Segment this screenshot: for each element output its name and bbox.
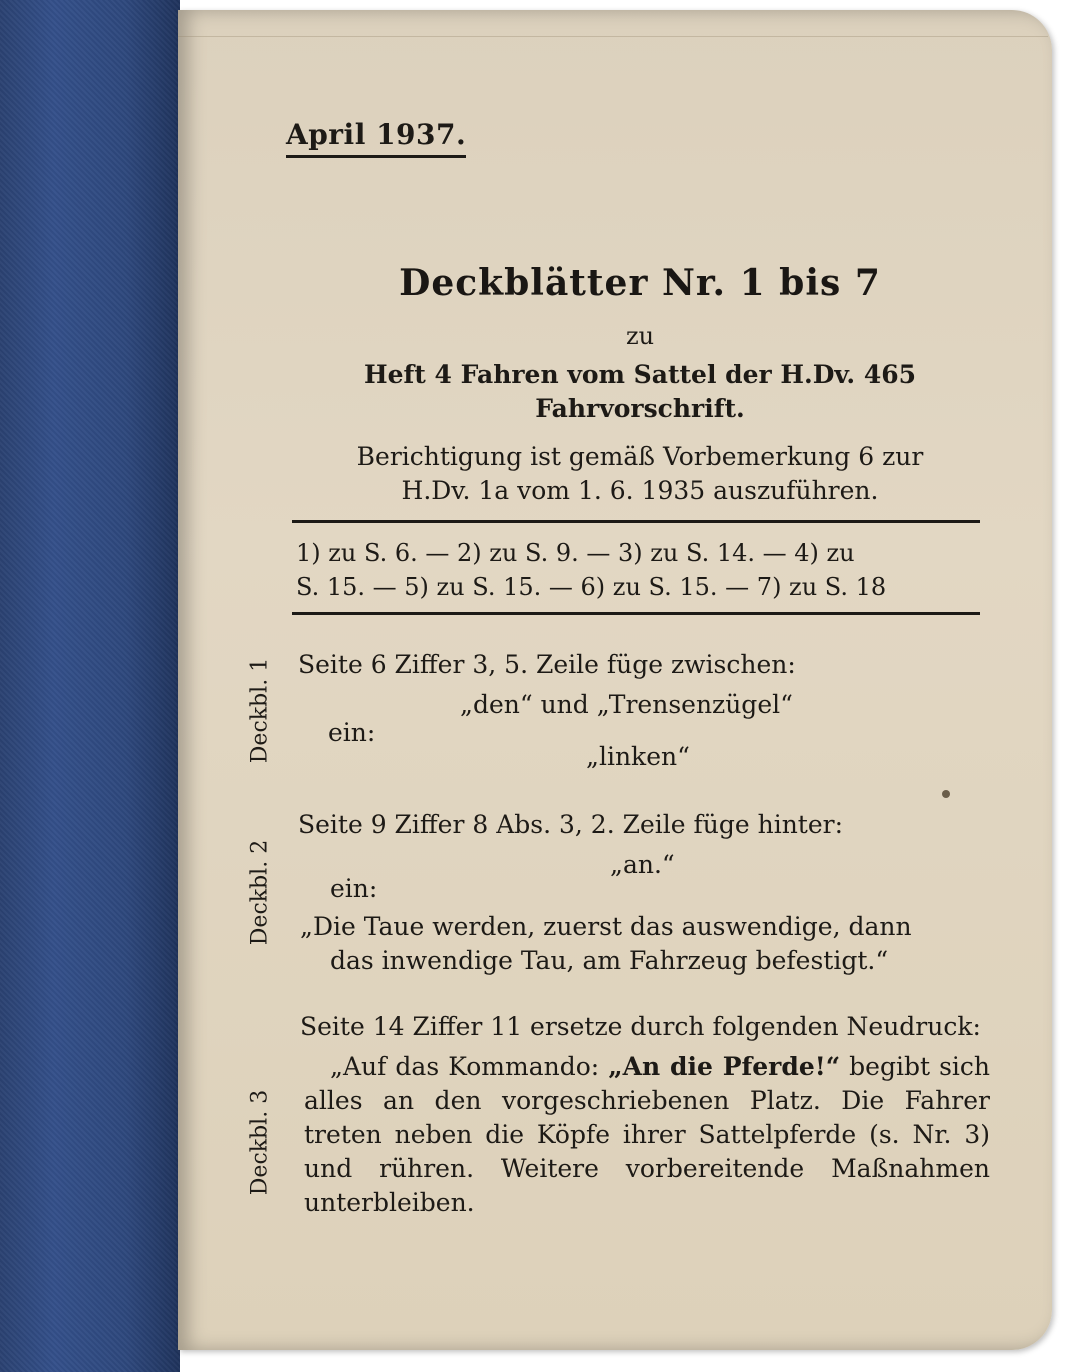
deckblatt-3-text-suffix: begibt sich alles an den vorgeschriebenen Platz. Die Fahrer treten neben die Köpfe ihrer Sattelpferde (s. Nr. 3) und rühren. Weitere vorbereitende Maßnahmen unterbleiben. xyxy=(304,1052,991,1217)
deckblatt-3-replacement-text xyxy=(304,1050,990,1220)
document-title: Deckblätter Nr. 1 bis 7 xyxy=(399,262,881,304)
title-zu: zu xyxy=(625,322,655,350)
note-line-1: Berichtigung ist gemäß Vorbemerkung 6 zur xyxy=(356,442,924,471)
deckblatt-2-label: Deckbl. 2 xyxy=(247,839,273,946)
references-line-2: S. 15. — 5) zu S. 15. — 6) zu S. 15. — 7) zu S. 18 xyxy=(296,573,887,601)
deckblatt-3-instruction: Seite 14 Ziffer 11 ersetze durch folgenden Neudruck: xyxy=(300,1012,981,1041)
correction-note xyxy=(290,440,990,508)
deckblatt-2-insert-line-1: „Die Taue werden, zuerst das auswendige, dann xyxy=(300,912,912,941)
deckblatt-1-label: Deckbl. 1 xyxy=(247,657,273,764)
page-references xyxy=(296,536,986,604)
deckblatt-2-after: „an.“ xyxy=(610,850,675,879)
deckblatt-2-ein: ein: xyxy=(330,874,378,903)
issue-date: April 1937. xyxy=(286,118,466,158)
subtitle-line-2: Fahrvorschrift. xyxy=(535,394,745,423)
deckblatt-1-insert: „linken“ xyxy=(586,742,690,771)
deckblatt-3-label: Deckbl. 3 xyxy=(247,1089,273,1196)
note-line-2: H.Dv. 1a vom 1. 6. 1935 auszuführen. xyxy=(401,476,879,505)
deckblatt-2-instruction: Seite 9 Ziffer 8 Abs. 3, 2. Zeile füge hinter: xyxy=(298,810,844,839)
book-spine xyxy=(0,0,180,1372)
deckblatt-1-instruction: Seite 6 Ziffer 3, 5. Zeile füge zwischen: xyxy=(298,650,796,679)
deckblatt-3-command: „An die Pferde!“ xyxy=(608,1052,841,1081)
deckblatt-1-ein: ein: xyxy=(328,718,376,747)
divider-bottom xyxy=(292,612,980,615)
subtitle-line-1: Heft 4 Fahren vom Sattel der H.Dv. 465 xyxy=(363,360,917,389)
divider-top xyxy=(292,520,980,523)
references-line-1: 1) zu S. 6. — 2) zu S. 9. — 3) zu S. 14. — 4) zu xyxy=(296,539,855,567)
deckblatt-3-text-prefix: „Auf das Kommando: xyxy=(330,1052,609,1081)
deckblatt-2-insert-line-2: das inwendige Tau, am Fahrzeug befestigt.“ xyxy=(330,946,889,975)
paper-speck xyxy=(942,790,950,798)
deckblatt-1-between: „den“ und „Trensenzügel“ xyxy=(460,690,793,719)
document-subtitle xyxy=(290,358,990,426)
